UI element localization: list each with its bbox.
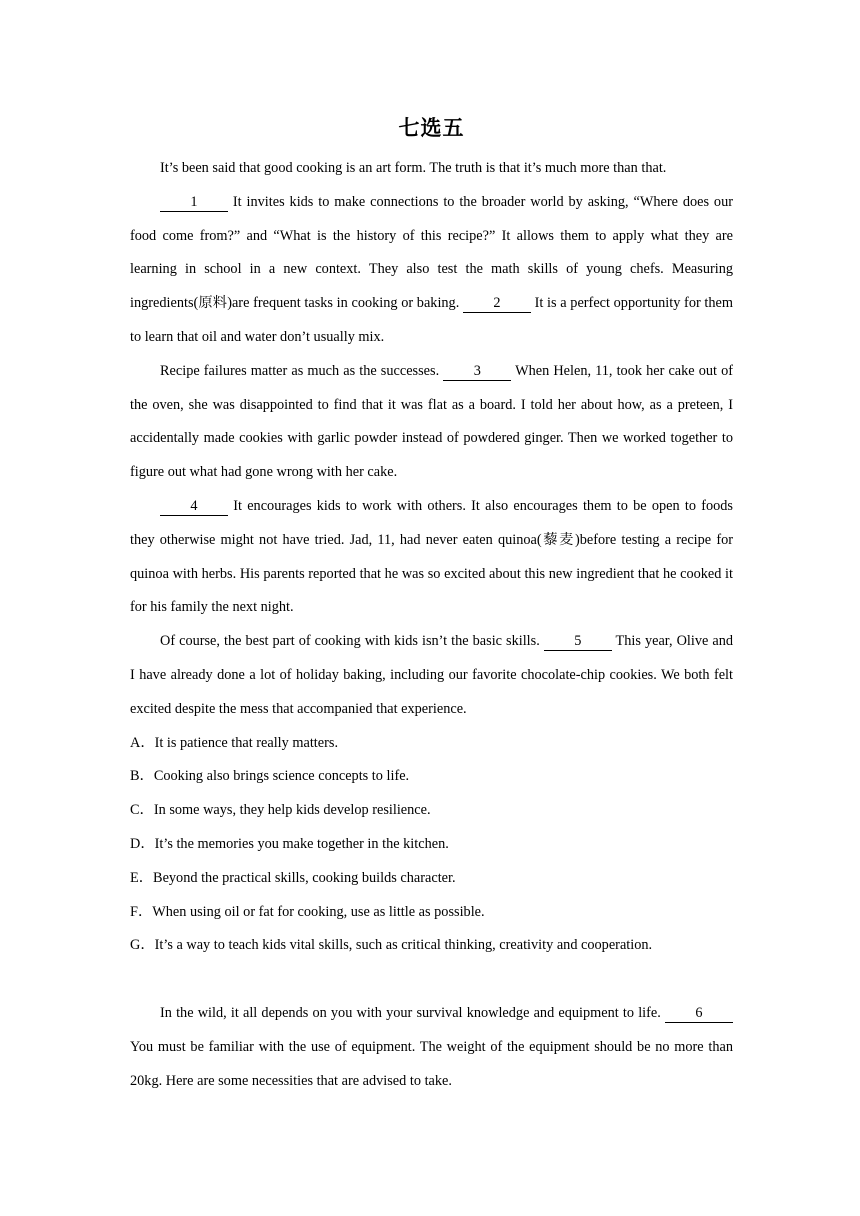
passage-2-text-a: In the wild, it all depends on you with your survival knowledge and equipment to life. — [160, 1004, 665, 1021]
page-title: 七选五 — [398, 116, 465, 140]
option-f[interactable]: F．When using oil or fat for cooking, use as little as possible. — [130, 903, 485, 920]
paragraph-4-text: It encourages kids to work with others. It also encourages them to be open to foods they otherwise might not have tried. Jad, 11, had never eaten quinoa(藜麦)before testing a recipe for quinoa with herbs. His parents reported that he was so excited about this new ingredient that he cooked it for his family the next night. — [130, 497, 733, 616]
paragraph-2-text-b: It is a perfect opportunity for them to learn that oil and water don’t usually mix. — [130, 295, 733, 345]
option-g[interactable]: G．It’s a way to teach kids vital skills, such as critical thinking, creativity and cooperation. — [130, 937, 653, 954]
document-page — [130, 112, 733, 1098]
blank-2[interactable]: 2 — [463, 295, 531, 313]
option-c[interactable]: C．In some ways, they help kids develop resilience. — [130, 802, 431, 819]
paragraph-3-text-a: Recipe failures matter as much as the successes. — [160, 362, 444, 379]
paragraph-1: It’s been said that good cooking is an art form. The truth is that it’s much more than that. — [160, 160, 667, 176]
paragraph-5-text-a: Of course, the best part of cooking with kids isn’t the basic skills. — [160, 633, 544, 650]
option-d[interactable]: D．It’s the memories you make together in the kitchen. — [130, 835, 449, 852]
section-gap — [130, 963, 733, 997]
blank-5[interactable]: 5 — [544, 633, 612, 651]
paragraph-4 — [130, 490, 733, 625]
paragraph-3 — [130, 355, 733, 490]
option-b[interactable]: B．Cooking also brings science concepts to life. — [130, 768, 410, 785]
option-e[interactable]: E．Beyond the practical skills, cooking builds character. — [130, 869, 456, 886]
blank-6[interactable]: 6 — [665, 1005, 733, 1023]
paragraph-5 — [130, 625, 733, 726]
passage-2-text-b: You must be familiar with the use of equipment. The weight of the equipment should be no more than 20kg. Here are some necessities that are advised to take. — [130, 1038, 733, 1089]
paragraph-5-text-b: This year, Olive and I have already done a lot of holiday baking, including our favorite chocolate-chip cookies. We both felt excited despite the mess that accompanied that experience. — [130, 633, 733, 717]
paragraph-2-text-a: It invites kids to make connections to the broader world by asking, “Where does our food come from?” and “What is the history of this recipe?” It allows them to apply what they are learning in school in a new context. They also test the math skills of young chefs. Measuring ingredients(原料)are frequent tasks in cooking or baking. — [130, 193, 733, 312]
passage-2-paragraph-1 — [130, 997, 733, 1098]
blank-4[interactable]: 4 — [160, 498, 228, 516]
blank-1[interactable]: 1 — [160, 194, 228, 212]
blank-3[interactable]: 3 — [443, 363, 511, 381]
answer-options — [130, 727, 733, 964]
paragraph-2 — [130, 186, 733, 355]
option-a[interactable]: A．It is patience that really matters. — [130, 734, 339, 751]
paragraph-3-text-b: When Helen, 11, took her cake out of the oven, she was disappointed to find that it was flat as a board. I told her about how, as a preteen, I accidentally made cookies with garlic powder instead of powdered ginger. Then we worked together to figure out what had gone wrong with her cake. — [130, 362, 733, 481]
